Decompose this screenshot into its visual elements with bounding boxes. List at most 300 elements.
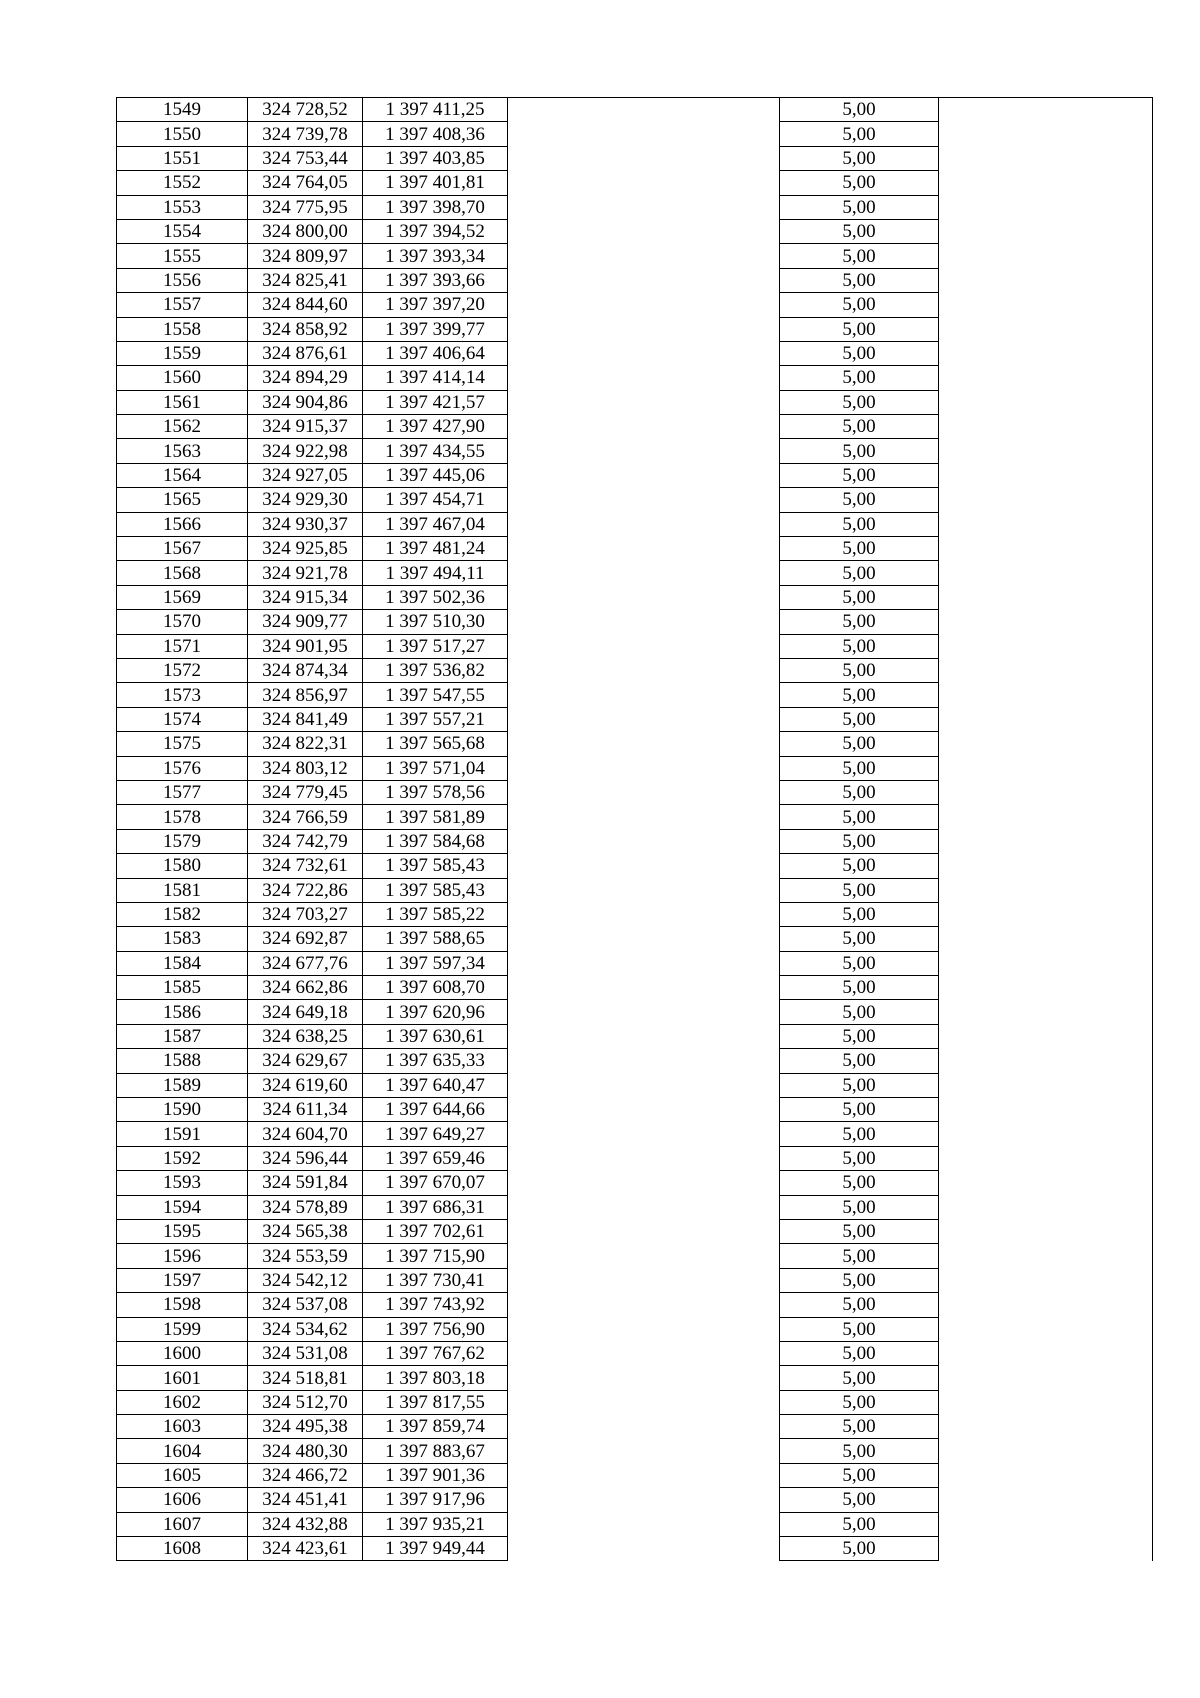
y-coordinate-cell: 1 397 557,21	[363, 707, 508, 731]
empty-cell	[939, 1122, 1153, 1146]
y-coordinate-cell: 1 397 414,14	[363, 366, 508, 390]
table-row	[117, 122, 1153, 146]
y-coordinate-cell: 1 397 767,62	[363, 1341, 508, 1365]
x-coordinate-cell: 324 844,60	[248, 293, 363, 317]
empty-cell	[508, 1512, 780, 1536]
accuracy-value-cell: 5,00	[780, 1439, 939, 1463]
point-number-cell: 1580	[117, 854, 248, 878]
accuracy-value-cell: 5,00	[780, 1317, 939, 1341]
point-number-cell: 1556	[117, 268, 248, 292]
point-number-cell: 1576	[117, 756, 248, 780]
x-coordinate-cell: 324 722,86	[248, 878, 363, 902]
table-row	[117, 1244, 1153, 1268]
table-row	[117, 488, 1153, 512]
empty-cell	[508, 537, 780, 561]
x-coordinate-cell: 324 692,87	[248, 927, 363, 951]
table-row	[117, 195, 1153, 219]
table-row	[117, 976, 1153, 1000]
accuracy-value-cell: 5,00	[780, 585, 939, 609]
point-number-cell: 1566	[117, 512, 248, 536]
empty-cell	[939, 1317, 1153, 1341]
y-coordinate-cell: 1 397 584,68	[363, 829, 508, 853]
table-row	[117, 1439, 1153, 1463]
y-coordinate-cell: 1 397 445,06	[363, 463, 508, 487]
x-coordinate-cell: 324 858,92	[248, 317, 363, 341]
empty-cell	[508, 756, 780, 780]
x-coordinate-cell: 324 611,34	[248, 1098, 363, 1122]
empty-cell	[508, 1244, 780, 1268]
empty-cell	[508, 390, 780, 414]
x-coordinate-cell: 324 591,84	[248, 1171, 363, 1195]
empty-cell	[939, 268, 1153, 292]
y-coordinate-cell: 1 397 620,96	[363, 1000, 508, 1024]
empty-cell	[939, 829, 1153, 853]
y-coordinate-cell: 1 397 578,56	[363, 780, 508, 804]
empty-cell	[939, 1024, 1153, 1048]
empty-cell	[508, 171, 780, 195]
accuracy-value-cell: 5,00	[780, 1366, 939, 1390]
point-number-cell: 1559	[117, 341, 248, 365]
x-coordinate-cell: 324 495,38	[248, 1415, 363, 1439]
x-coordinate-cell: 324 649,18	[248, 1000, 363, 1024]
y-coordinate-cell: 1 397 401,81	[363, 171, 508, 195]
point-number-cell: 1601	[117, 1366, 248, 1390]
accuracy-value-cell: 5,00	[780, 854, 939, 878]
empty-cell	[939, 878, 1153, 902]
table-row	[117, 1415, 1153, 1439]
empty-cell	[939, 1488, 1153, 1512]
empty-cell	[939, 927, 1153, 951]
empty-cell	[508, 561, 780, 585]
point-number-cell: 1577	[117, 780, 248, 804]
empty-cell	[508, 1122, 780, 1146]
table-row	[117, 293, 1153, 317]
empty-cell	[939, 98, 1153, 122]
table-row	[117, 1122, 1153, 1146]
accuracy-value-cell: 5,00	[780, 244, 939, 268]
empty-cell	[939, 1171, 1153, 1195]
empty-cell	[939, 293, 1153, 317]
table-row	[117, 927, 1153, 951]
x-coordinate-cell: 324 578,89	[248, 1195, 363, 1219]
y-coordinate-cell: 1 397 585,22	[363, 902, 508, 926]
point-number-cell: 1582	[117, 902, 248, 926]
x-coordinate-cell: 324 930,37	[248, 512, 363, 536]
accuracy-value-cell: 5,00	[780, 317, 939, 341]
table-row	[117, 878, 1153, 902]
x-coordinate-cell: 324 803,12	[248, 756, 363, 780]
point-number-cell: 1557	[117, 293, 248, 317]
empty-cell	[939, 1366, 1153, 1390]
x-coordinate-cell: 324 904,86	[248, 390, 363, 414]
x-coordinate-cell: 324 732,61	[248, 854, 363, 878]
y-coordinate-cell: 1 397 510,30	[363, 610, 508, 634]
accuracy-value-cell: 5,00	[780, 658, 939, 682]
y-coordinate-cell: 1 397 547,55	[363, 683, 508, 707]
y-coordinate-cell: 1 397 494,11	[363, 561, 508, 585]
point-number-cell: 1575	[117, 732, 248, 756]
y-coordinate-cell: 1 397 702,61	[363, 1219, 508, 1243]
empty-cell	[939, 1073, 1153, 1097]
y-coordinate-cell: 1 397 649,27	[363, 1122, 508, 1146]
accuracy-value-cell: 5,00	[780, 756, 939, 780]
accuracy-value-cell: 5,00	[780, 732, 939, 756]
y-coordinate-cell: 1 397 659,46	[363, 1146, 508, 1170]
y-coordinate-cell: 1 397 608,70	[363, 976, 508, 1000]
y-coordinate-cell: 1 397 393,34	[363, 244, 508, 268]
y-coordinate-cell: 1 397 630,61	[363, 1024, 508, 1048]
accuracy-value-cell: 5,00	[780, 561, 939, 585]
table-row	[117, 854, 1153, 878]
coordinates-table	[116, 97, 1153, 1561]
accuracy-value-cell: 5,00	[780, 1244, 939, 1268]
accuracy-value-cell: 5,00	[780, 1537, 939, 1561]
point-number-cell: 1579	[117, 829, 248, 853]
accuracy-value-cell: 5,00	[780, 1024, 939, 1048]
point-number-cell: 1608	[117, 1537, 248, 1561]
table-row	[117, 1049, 1153, 1073]
x-coordinate-cell: 324 518,81	[248, 1366, 363, 1390]
point-number-cell: 1600	[117, 1341, 248, 1365]
y-coordinate-cell: 1 397 756,90	[363, 1317, 508, 1341]
empty-cell	[939, 976, 1153, 1000]
x-coordinate-cell: 324 800,00	[248, 219, 363, 243]
x-coordinate-cell: 324 894,29	[248, 366, 363, 390]
point-number-cell: 1574	[117, 707, 248, 731]
accuracy-value-cell: 5,00	[780, 707, 939, 731]
y-coordinate-cell: 1 397 803,18	[363, 1366, 508, 1390]
y-coordinate-cell: 1 397 730,41	[363, 1268, 508, 1292]
y-coordinate-cell: 1 397 421,57	[363, 390, 508, 414]
x-coordinate-cell: 324 466,72	[248, 1463, 363, 1487]
empty-cell	[939, 244, 1153, 268]
accuracy-value-cell: 5,00	[780, 390, 939, 414]
point-number-cell: 1571	[117, 634, 248, 658]
y-coordinate-cell: 1 397 403,85	[363, 146, 508, 170]
coordinates-table-body	[117, 98, 1153, 1561]
empty-cell	[508, 293, 780, 317]
accuracy-value-cell: 5,00	[780, 1122, 939, 1146]
accuracy-value-cell: 5,00	[780, 780, 939, 804]
empty-cell	[939, 1463, 1153, 1487]
y-coordinate-cell: 1 397 467,04	[363, 512, 508, 536]
point-number-cell: 1555	[117, 244, 248, 268]
empty-cell	[508, 658, 780, 682]
table-row	[117, 268, 1153, 292]
x-coordinate-cell: 324 512,70	[248, 1390, 363, 1414]
accuracy-value-cell: 5,00	[780, 195, 939, 219]
empty-cell	[508, 1073, 780, 1097]
point-number-cell: 1599	[117, 1317, 248, 1341]
table-row	[117, 683, 1153, 707]
accuracy-value-cell: 5,00	[780, 341, 939, 365]
x-coordinate-cell: 324 629,67	[248, 1049, 363, 1073]
y-coordinate-cell: 1 397 571,04	[363, 756, 508, 780]
point-number-cell: 1592	[117, 1146, 248, 1170]
table-row	[117, 951, 1153, 975]
x-coordinate-cell: 324 922,98	[248, 439, 363, 463]
point-number-cell: 1561	[117, 390, 248, 414]
x-coordinate-cell: 324 531,08	[248, 1341, 363, 1365]
y-coordinate-cell: 1 397 715,90	[363, 1244, 508, 1268]
point-number-cell: 1553	[117, 195, 248, 219]
x-coordinate-cell: 324 432,88	[248, 1512, 363, 1536]
table-row	[117, 171, 1153, 195]
accuracy-value-cell: 5,00	[780, 98, 939, 122]
table-row	[117, 1390, 1153, 1414]
point-number-cell: 1550	[117, 122, 248, 146]
empty-cell	[508, 366, 780, 390]
accuracy-value-cell: 5,00	[780, 927, 939, 951]
x-coordinate-cell: 324 596,44	[248, 1146, 363, 1170]
point-number-cell: 1589	[117, 1073, 248, 1097]
table-row	[117, 317, 1153, 341]
table-row	[117, 585, 1153, 609]
empty-cell	[939, 488, 1153, 512]
point-number-cell: 1549	[117, 98, 248, 122]
y-coordinate-cell: 1 397 859,74	[363, 1415, 508, 1439]
point-number-cell: 1558	[117, 317, 248, 341]
point-number-cell: 1578	[117, 805, 248, 829]
empty-cell	[508, 634, 780, 658]
table-row	[117, 1488, 1153, 1512]
y-coordinate-cell: 1 397 917,96	[363, 1488, 508, 1512]
x-coordinate-cell: 324 764,05	[248, 171, 363, 195]
y-coordinate-cell: 1 397 502,36	[363, 585, 508, 609]
x-coordinate-cell: 324 553,59	[248, 1244, 363, 1268]
y-coordinate-cell: 1 397 883,67	[363, 1439, 508, 1463]
accuracy-value-cell: 5,00	[780, 951, 939, 975]
point-number-cell: 1572	[117, 658, 248, 682]
point-number-cell: 1596	[117, 1244, 248, 1268]
empty-cell	[939, 195, 1153, 219]
point-number-cell: 1605	[117, 1463, 248, 1487]
point-number-cell: 1567	[117, 537, 248, 561]
accuracy-value-cell: 5,00	[780, 366, 939, 390]
x-coordinate-cell: 324 638,25	[248, 1024, 363, 1048]
table-row	[117, 390, 1153, 414]
accuracy-value-cell: 5,00	[780, 122, 939, 146]
y-coordinate-cell: 1 397 399,77	[363, 317, 508, 341]
empty-cell	[939, 1049, 1153, 1073]
y-coordinate-cell: 1 397 393,66	[363, 268, 508, 292]
x-coordinate-cell: 324 915,37	[248, 415, 363, 439]
y-coordinate-cell: 1 397 949,44	[363, 1537, 508, 1561]
table-row	[117, 146, 1153, 170]
x-coordinate-cell: 324 753,44	[248, 146, 363, 170]
empty-cell	[508, 1537, 780, 1561]
table-row	[117, 1219, 1153, 1243]
point-number-cell: 1560	[117, 366, 248, 390]
point-number-cell: 1562	[117, 415, 248, 439]
empty-cell	[508, 854, 780, 878]
accuracy-value-cell: 5,00	[780, 902, 939, 926]
table-row	[117, 98, 1153, 122]
y-coordinate-cell: 1 397 817,55	[363, 1390, 508, 1414]
accuracy-value-cell: 5,00	[780, 293, 939, 317]
point-number-cell: 1595	[117, 1219, 248, 1243]
empty-cell	[508, 1488, 780, 1512]
empty-cell	[508, 317, 780, 341]
empty-cell	[939, 219, 1153, 243]
y-coordinate-cell: 1 397 597,34	[363, 951, 508, 975]
point-number-cell: 1602	[117, 1390, 248, 1414]
empty-cell	[939, 634, 1153, 658]
table-row	[117, 1171, 1153, 1195]
empty-cell	[508, 244, 780, 268]
accuracy-value-cell: 5,00	[780, 415, 939, 439]
accuracy-value-cell: 5,00	[780, 1488, 939, 1512]
empty-cell	[939, 658, 1153, 682]
accuracy-value-cell: 5,00	[780, 1415, 939, 1439]
y-coordinate-cell: 1 397 686,31	[363, 1195, 508, 1219]
x-coordinate-cell: 324 929,30	[248, 488, 363, 512]
empty-cell	[508, 829, 780, 853]
y-coordinate-cell: 1 397 481,24	[363, 537, 508, 561]
point-number-cell: 1594	[117, 1195, 248, 1219]
table-row	[117, 805, 1153, 829]
empty-cell	[939, 1415, 1153, 1439]
table-row	[117, 1341, 1153, 1365]
y-coordinate-cell: 1 397 398,70	[363, 195, 508, 219]
empty-cell	[508, 780, 780, 804]
x-coordinate-cell: 324 677,76	[248, 951, 363, 975]
point-number-cell: 1593	[117, 1171, 248, 1195]
empty-cell	[508, 585, 780, 609]
point-number-cell: 1554	[117, 219, 248, 243]
empty-cell	[939, 707, 1153, 731]
table-row	[117, 512, 1153, 536]
empty-cell	[508, 1439, 780, 1463]
y-coordinate-cell: 1 397 670,07	[363, 1171, 508, 1195]
y-coordinate-cell: 1 397 585,43	[363, 854, 508, 878]
accuracy-value-cell: 5,00	[780, 878, 939, 902]
empty-cell	[508, 1341, 780, 1365]
table-row	[117, 561, 1153, 585]
accuracy-value-cell: 5,00	[780, 463, 939, 487]
x-coordinate-cell: 324 901,95	[248, 634, 363, 658]
x-coordinate-cell: 324 876,61	[248, 341, 363, 365]
empty-cell	[939, 1341, 1153, 1365]
x-coordinate-cell: 324 565,38	[248, 1219, 363, 1243]
empty-cell	[508, 951, 780, 975]
empty-cell	[508, 707, 780, 731]
x-coordinate-cell: 324 775,95	[248, 195, 363, 219]
x-coordinate-cell: 324 915,34	[248, 585, 363, 609]
x-coordinate-cell: 324 423,61	[248, 1537, 363, 1561]
empty-cell	[508, 1098, 780, 1122]
accuracy-value-cell: 5,00	[780, 1000, 939, 1024]
empty-cell	[939, 585, 1153, 609]
y-coordinate-cell: 1 397 411,25	[363, 98, 508, 122]
x-coordinate-cell: 324 534,62	[248, 1317, 363, 1341]
point-number-cell: 1598	[117, 1293, 248, 1317]
x-coordinate-cell: 324 542,12	[248, 1268, 363, 1292]
empty-cell	[508, 341, 780, 365]
empty-cell	[508, 122, 780, 146]
table-row	[117, 1317, 1153, 1341]
point-number-cell: 1563	[117, 439, 248, 463]
empty-cell	[508, 488, 780, 512]
y-coordinate-cell: 1 397 406,64	[363, 341, 508, 365]
accuracy-value-cell: 5,00	[780, 488, 939, 512]
y-coordinate-cell: 1 397 901,36	[363, 1463, 508, 1487]
empty-cell	[939, 1000, 1153, 1024]
empty-cell	[939, 902, 1153, 926]
empty-cell	[939, 1219, 1153, 1243]
accuracy-value-cell: 5,00	[780, 1219, 939, 1243]
accuracy-value-cell: 5,00	[780, 634, 939, 658]
y-coordinate-cell: 1 397 588,65	[363, 927, 508, 951]
accuracy-value-cell: 5,00	[780, 537, 939, 561]
point-number-cell: 1565	[117, 488, 248, 512]
accuracy-value-cell: 5,00	[780, 1073, 939, 1097]
table-row	[117, 1146, 1153, 1170]
table-row	[117, 537, 1153, 561]
table-row	[117, 1366, 1153, 1390]
point-number-cell: 1606	[117, 1488, 248, 1512]
x-coordinate-cell: 324 909,77	[248, 610, 363, 634]
accuracy-value-cell: 5,00	[780, 268, 939, 292]
point-number-cell: 1551	[117, 146, 248, 170]
x-coordinate-cell: 324 451,41	[248, 1488, 363, 1512]
point-number-cell: 1584	[117, 951, 248, 975]
point-number-cell: 1581	[117, 878, 248, 902]
point-number-cell: 1603	[117, 1415, 248, 1439]
table-row	[117, 439, 1153, 463]
empty-cell	[508, 805, 780, 829]
point-number-cell: 1585	[117, 976, 248, 1000]
empty-cell	[939, 390, 1153, 414]
table-row	[117, 902, 1153, 926]
table-row	[117, 415, 1153, 439]
empty-cell	[508, 1171, 780, 1195]
accuracy-value-cell: 5,00	[780, 1171, 939, 1195]
y-coordinate-cell: 1 397 397,20	[363, 293, 508, 317]
point-number-cell: 1552	[117, 171, 248, 195]
empty-cell	[939, 1293, 1153, 1317]
x-coordinate-cell: 324 480,30	[248, 1439, 363, 1463]
empty-cell	[939, 1098, 1153, 1122]
empty-cell	[508, 610, 780, 634]
empty-cell	[508, 463, 780, 487]
empty-cell	[508, 219, 780, 243]
table-row	[117, 756, 1153, 780]
y-coordinate-cell: 1 397 581,89	[363, 805, 508, 829]
empty-cell	[508, 1146, 780, 1170]
accuracy-value-cell: 5,00	[780, 219, 939, 243]
empty-cell	[508, 1049, 780, 1073]
point-number-cell: 1590	[117, 1098, 248, 1122]
empty-cell	[508, 683, 780, 707]
empty-cell	[939, 1439, 1153, 1463]
empty-cell	[939, 1244, 1153, 1268]
y-coordinate-cell: 1 397 394,52	[363, 219, 508, 243]
point-number-cell: 1583	[117, 927, 248, 951]
empty-cell	[939, 463, 1153, 487]
x-coordinate-cell: 324 925,85	[248, 537, 363, 561]
empty-cell	[508, 195, 780, 219]
table-row	[117, 1537, 1153, 1561]
empty-cell	[939, 1390, 1153, 1414]
y-coordinate-cell: 1 397 565,68	[363, 732, 508, 756]
empty-cell	[939, 805, 1153, 829]
table-row	[117, 1293, 1153, 1317]
y-coordinate-cell: 1 397 743,92	[363, 1293, 508, 1317]
empty-cell	[939, 1195, 1153, 1219]
accuracy-value-cell: 5,00	[780, 1098, 939, 1122]
y-coordinate-cell: 1 397 644,66	[363, 1098, 508, 1122]
